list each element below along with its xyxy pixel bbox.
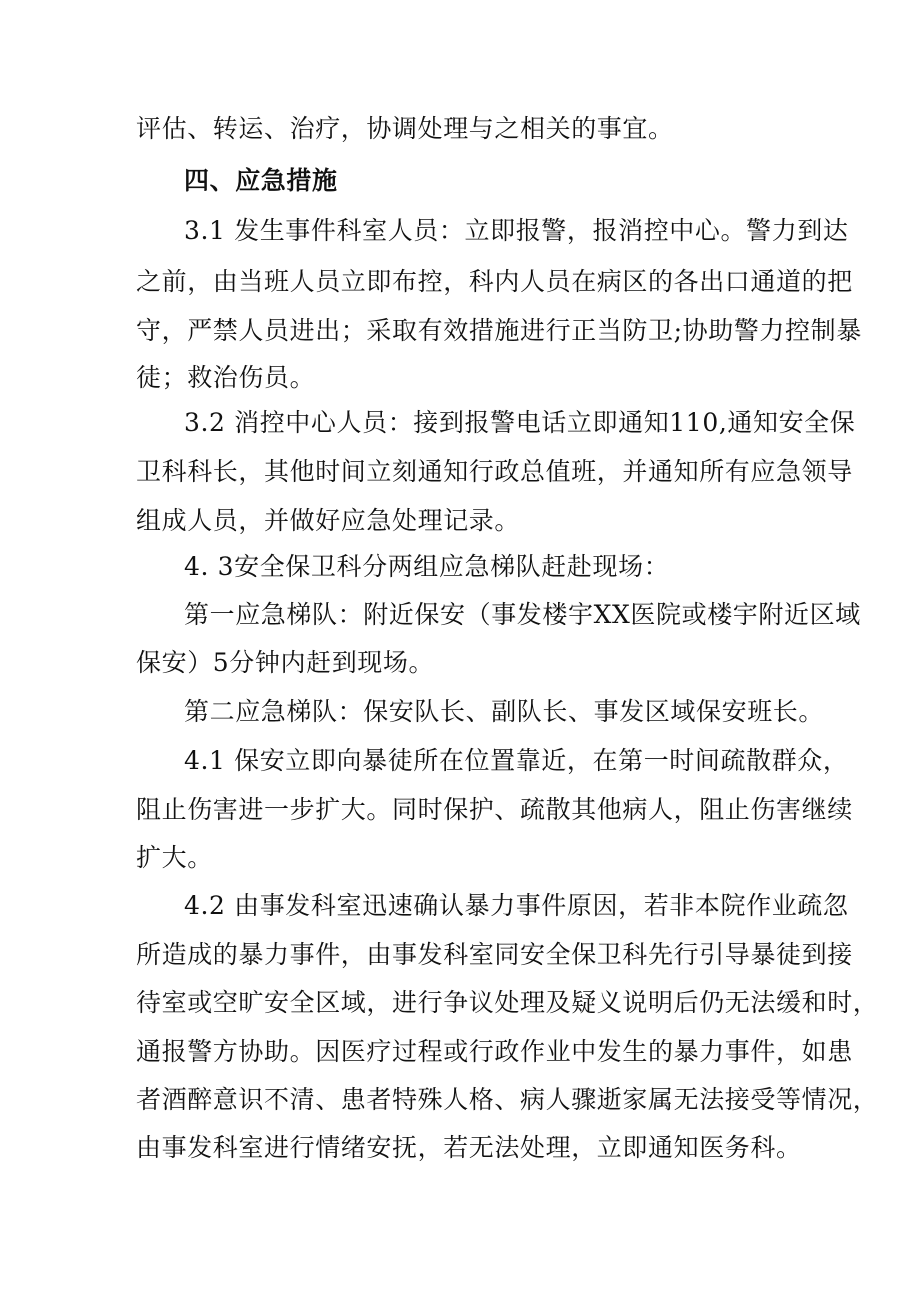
text-line-7: 3.2 消控中心人员：接到报警电话立即通知110,通知安全保	[184, 408, 856, 437]
text-line-1: 评估、转运、治疗，协调处理与之相关的事宜。	[136, 114, 674, 143]
text-line-9: 组成人员，并做好应急处理记录。	[136, 506, 521, 535]
text-line-4: 之前，由当班人员立即布控，科内人员在病区的各出口通道的把	[136, 267, 853, 296]
text-line-17: 4.2 由事发科室迅速确认暴力事件原因，若非本院作业疏忽	[184, 891, 849, 920]
text-line-19: 待室或空旷安全区域，进行争议处理及疑义说明后仍无法缓和时，	[136, 988, 879, 1017]
text-line-15: 阻止伤害进一步扩大。同时保护、疏散其他病人，阻止伤害继续	[136, 795, 853, 824]
text-line-12: 保安）5分钟内赶到现场。	[136, 648, 435, 677]
text-line-3: 3.1 发生事件科室人员：立即报警，报消控中心。警力到达	[184, 216, 849, 245]
text-line-18: 所造成的暴力事件，由事发科室同安全保卫科先行引导暴徒到接	[136, 940, 853, 969]
text-line-10: 4. 3安全保卫科分两组应急梯队赶赴现场：	[184, 552, 670, 581]
text-line-8: 卫科科长，其他时间立刻通知行政总值班，并通知所有应急领导	[136, 457, 853, 486]
text-line-16: 扩大。	[136, 843, 213, 872]
section-heading: 四、应急措施	[184, 166, 338, 195]
text-line-5: 守，严禁人员进出；采取有效措施进行正当防卫;协助警力控制暴	[136, 316, 862, 345]
text-line-13: 第二应急梯队：保安队长、副队长、事发区域保安班长。	[184, 697, 825, 726]
text-line-21: 者酒醉意识不清、患者特殊人格、病人骤逝家属无法接受等情况，	[136, 1085, 879, 1114]
text-line-6: 徒；救治伤员。	[136, 363, 316, 392]
text-line-11: 第一应急梯队：附近保安（事发楼宇XX医院或楼宇附近区域	[184, 600, 861, 629]
text-line-14: 4.1 保安立即向暴徒所在位置靠近，在第一时间疏散群众，	[184, 746, 849, 775]
text-line-22: 由事发科室进行情绪安抚，若无法处理，立即通知医务科。	[136, 1133, 802, 1162]
text-line-20: 通报警方协助。因医疗过程或行政作业中发生的暴力事件，如患	[136, 1037, 853, 1066]
